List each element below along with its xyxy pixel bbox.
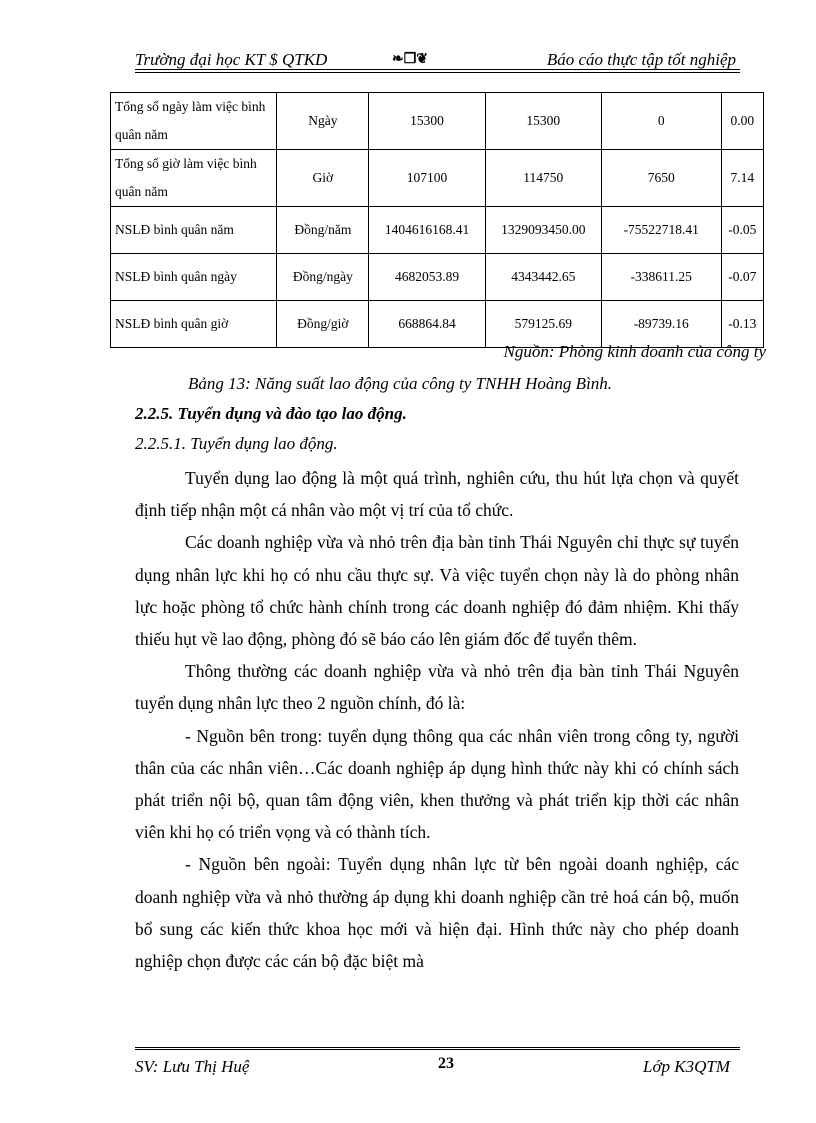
row-value-1: 15300 (369, 93, 485, 150)
row-unit: Đồng/ngày (277, 254, 369, 301)
table-row (111, 301, 764, 348)
row-value-1: 107100 (369, 150, 485, 207)
row-unit: Ngày (277, 93, 369, 150)
table-source: Nguồn: Phòng kinh doanh của công ty (503, 342, 766, 361)
row-label: NSLĐ bình quân giờ (111, 301, 277, 348)
row-difference: 7650 (601, 150, 721, 207)
productivity-table (110, 92, 764, 348)
table-row (111, 254, 764, 301)
row-label: Tổng số giờ làm việc bình quân năm (111, 150, 277, 207)
footer-student: SV: Lưu Thị Huệ (135, 1057, 250, 1076)
row-value-1: 1404616168.41 (369, 207, 485, 254)
paragraph: Các doanh nghiệp vừa và nhỏ trên địa bàn tỉnh Thái Nguyên chỉ thực sự tuyển dụng nhân lực khi họ có nhu cầu thực sự. Và việc tuyển chọn này là do phòng nhân lực hoặc phòng tổ chức hành chính trong các doanh nghiệp đó đảm nhiệm. Khi thấy thiếu hụt về lao động, phòng đó sẽ báo cáo lên giám đốc để tuyển thêm. (135, 532, 739, 650)
row-percent: -0.13 (721, 301, 763, 348)
row-value-2: 4343442.65 (485, 254, 601, 301)
page-number: 23 (438, 1055, 454, 1072)
page-footer (135, 1047, 740, 1080)
paragraph: Tuyển dụng lao động là một quá trình, nghiên cứu, thu hút lựa chọn và quyết định tiếp nhận một cá nhân vào một vị trí của tổ chức. (135, 468, 739, 521)
row-unit: Đồng/giờ (277, 301, 369, 348)
subsection-heading: 2.2.5.1. Tuyển dụng lao động. (135, 434, 338, 453)
header-report-title: Báo cáo thực tập tốt nghiệp (546, 50, 736, 69)
row-value-1: 668864.84 (369, 301, 485, 348)
table-row (111, 93, 764, 150)
row-difference: 0 (601, 93, 721, 150)
row-difference: -89739.16 (601, 301, 721, 348)
row-percent: 7.14 (721, 150, 763, 207)
row-value-2: 15300 (485, 93, 601, 150)
row-label: NSLĐ bình quân năm (111, 207, 277, 254)
body-text (135, 462, 739, 977)
header-school: Trường đại học KT $ QTKD (135, 50, 328, 69)
row-unit: Đồng/năm (277, 207, 369, 254)
paragraph: Thông thường các doanh nghiệp vừa và nhỏ trên địa bàn tỉnh Thái Nguyên tuyển dụng nhân lực theo 2 nguồn chính, đó là: (135, 661, 739, 714)
row-value-2: 114750 (485, 150, 601, 207)
table-row (111, 150, 764, 207)
row-value-1: 4682053.89 (369, 254, 485, 301)
row-percent: -0.05 (721, 207, 763, 254)
row-value-2: 1329093450.00 (485, 207, 601, 254)
row-percent: 0.00 (721, 93, 763, 150)
header-ornament-icon: ❧❒❦ (392, 52, 429, 67)
row-unit: Giờ (277, 150, 369, 207)
table-row (111, 207, 764, 254)
row-difference: -338611.25 (601, 254, 721, 301)
row-difference: -75522718.41 (601, 207, 721, 254)
row-label: NSLĐ bình quân ngày (111, 254, 277, 301)
footer-class: Lớp K3QTM (642, 1057, 730, 1076)
table-caption: Bảng 13: Năng suất lao động của công ty TNHH Hoàng Bình. (188, 374, 613, 393)
paragraph: - Nguồn bên trong: tuyển dụng thông qua các nhân viên trong công ty, người thân của các nhân viên…Các doanh nghiệp áp dụng hình thức này khi có chính sách phát triển nội bộ, quan tâm động viên, khen thưởng và phát triển kịp thời các nhân viên khi họ có triển vọng và có thành tích. (135, 725, 739, 843)
paragraph: - Nguồn bên ngoài: Tuyển dụng nhân lực từ bên ngoài doanh nghiệp, các doanh nghiệp vừa và nhỏ thường áp dụng khi doanh nghiệp cần trẻ hoá cán bộ, muốn bổ sung các kiến thức khoa học mới và hiện đại. Hình thức này cho phép doanh nghiệp chọn được các cán bộ đặc biệt mà (135, 854, 739, 972)
section-heading: 2.2.5. Tuyển dụng và đào tạo lao động. (135, 404, 407, 423)
row-percent: -0.07 (721, 254, 763, 301)
row-label: Tổng số ngày làm việc bình quân năm (111, 93, 277, 150)
row-value-2: 579125.69 (485, 301, 601, 348)
page-header (135, 48, 740, 73)
